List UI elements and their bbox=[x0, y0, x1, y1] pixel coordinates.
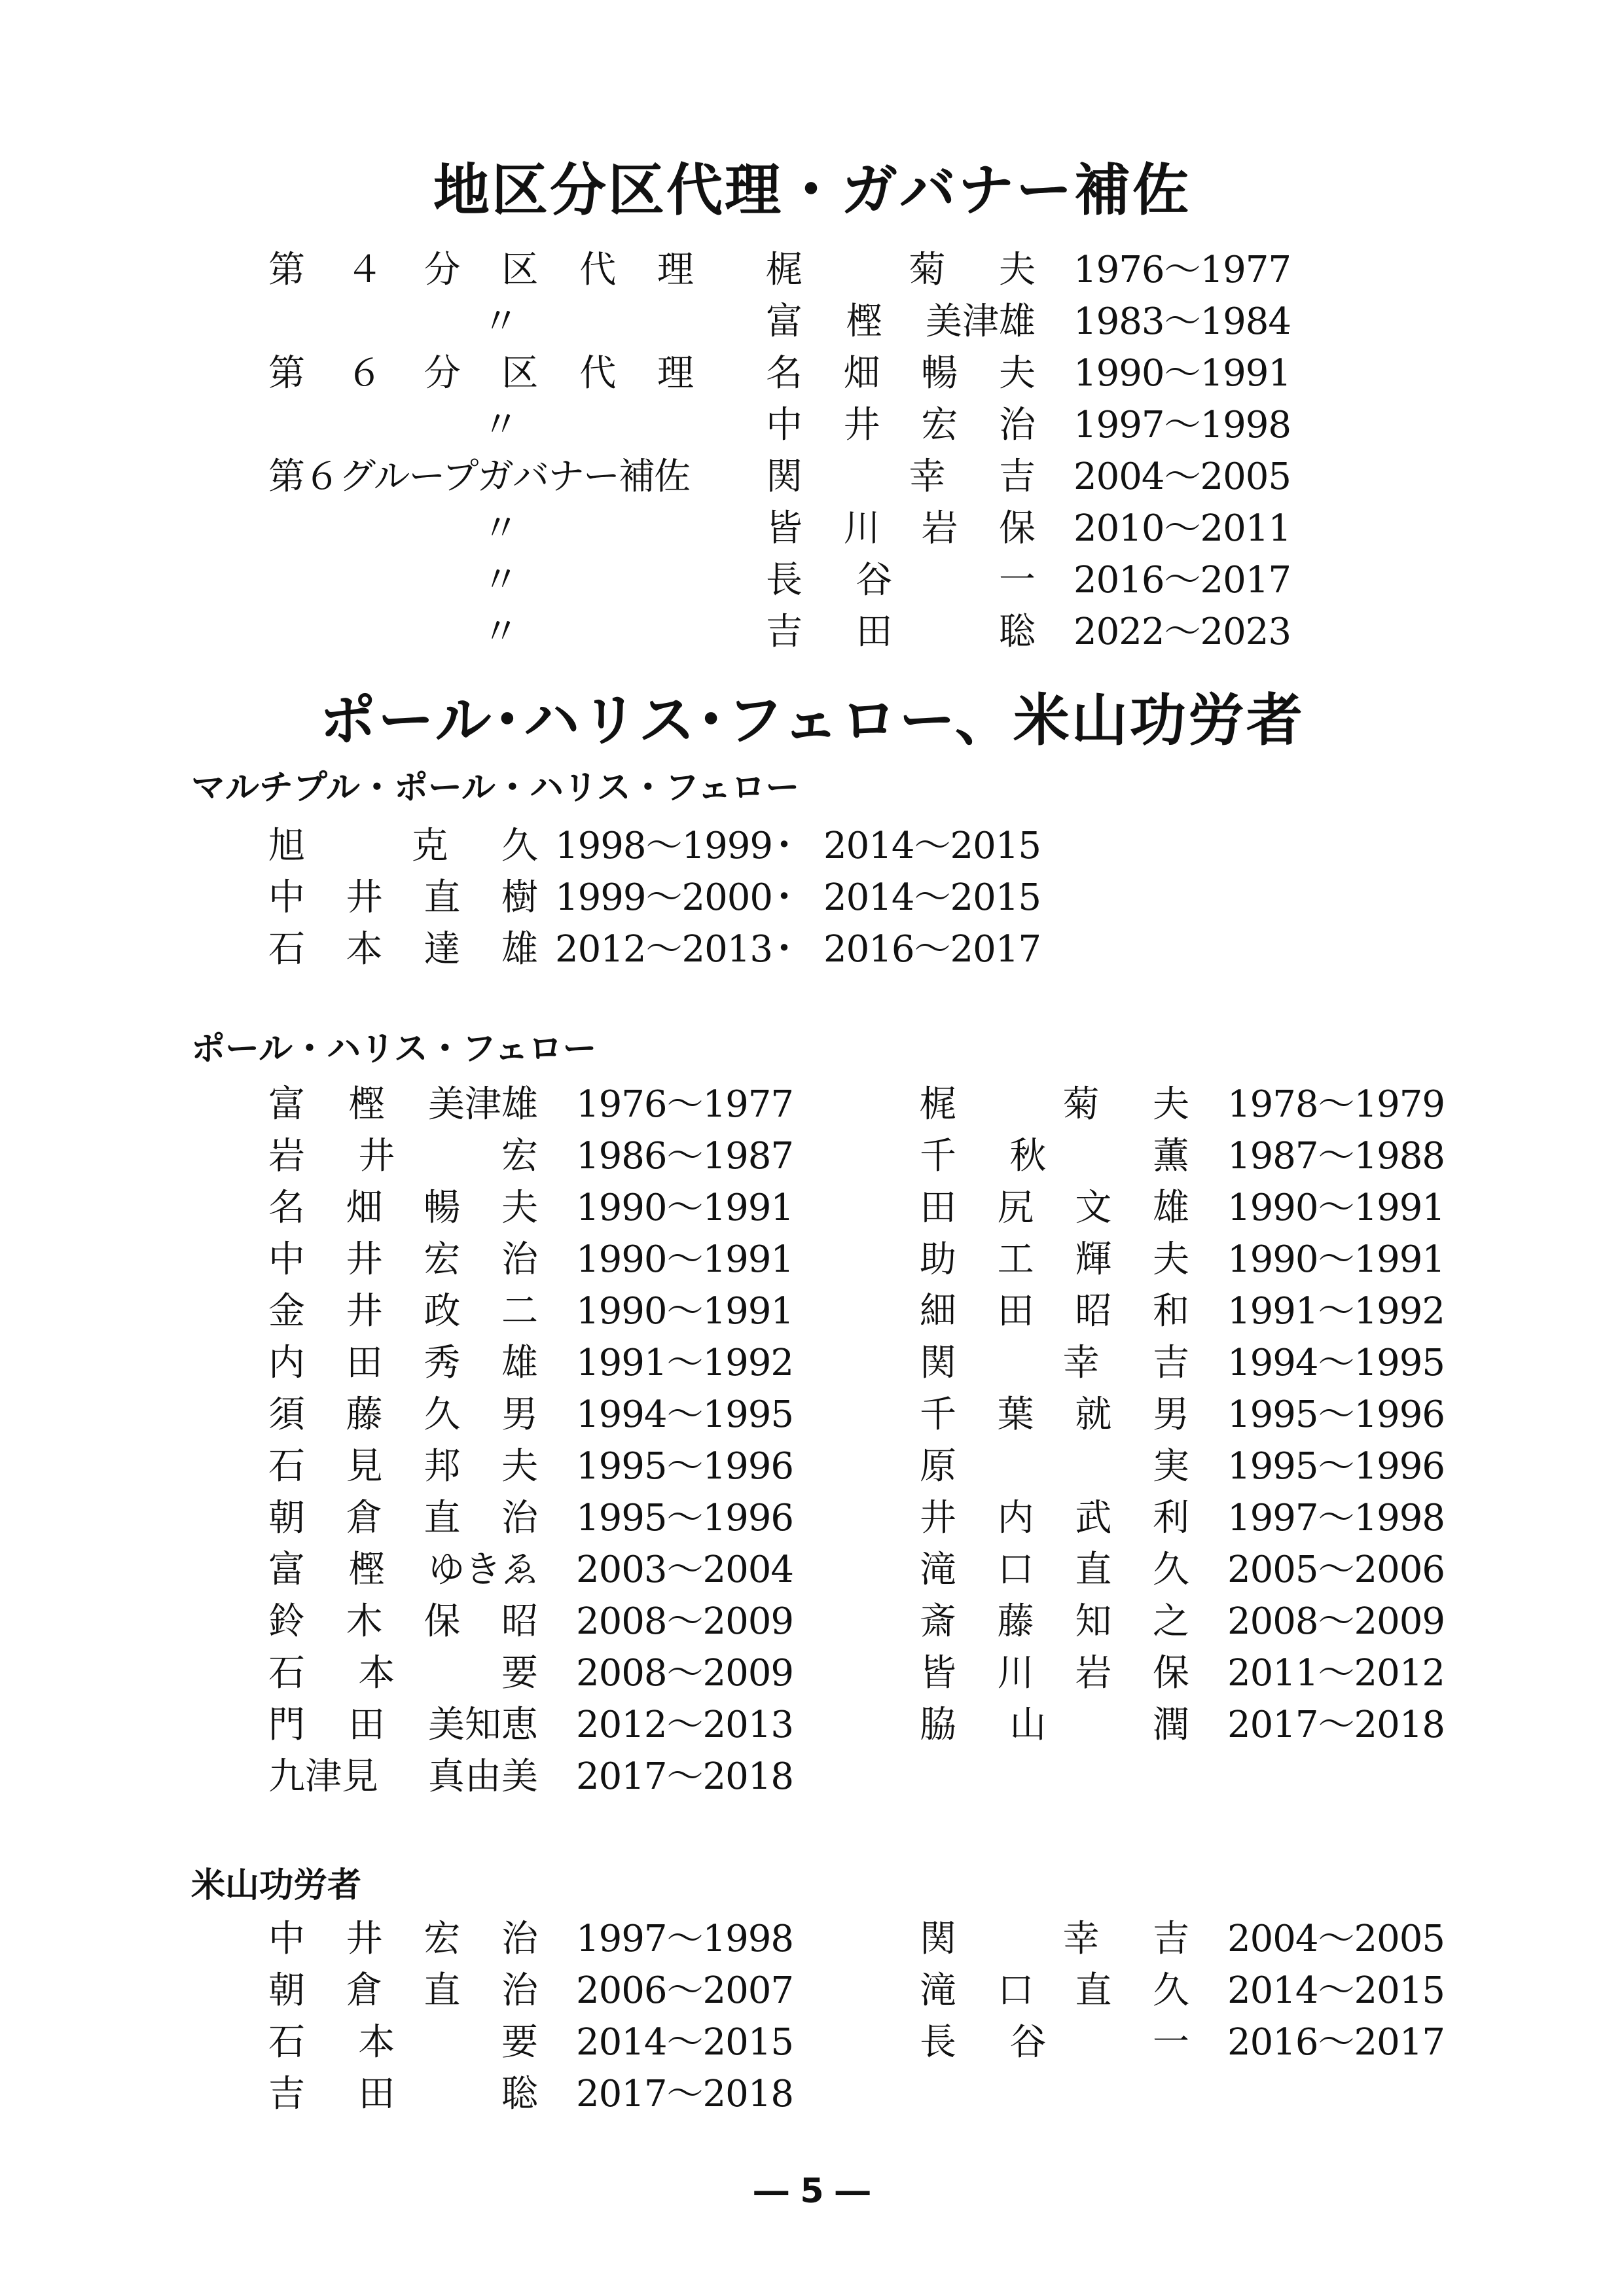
name-char: 吉 bbox=[1152, 1342, 1189, 1384]
years: 1991～1992 bbox=[576, 1342, 794, 1384]
section-title-phf-yoneyama: ポール･ハリス･フェロー、米山功労者 bbox=[319, 687, 1305, 753]
name-char: 政 bbox=[424, 1290, 461, 1333]
person-name bbox=[268, 1342, 538, 1384]
person-name bbox=[920, 1238, 1189, 1281]
name-char: 岩 bbox=[1075, 1652, 1112, 1695]
name-char: 暢 bbox=[921, 352, 958, 395]
name-char: 樫 bbox=[348, 1083, 385, 1126]
name-char: 雄 bbox=[1152, 1187, 1189, 1229]
years: 1995～1996 bbox=[576, 1497, 794, 1539]
years: 1994～1995 bbox=[1227, 1342, 1445, 1384]
person-name bbox=[268, 825, 538, 867]
name-char: 葉 bbox=[997, 1393, 1034, 1436]
person-name bbox=[920, 1704, 1189, 1746]
person-name bbox=[268, 2073, 538, 2115]
years: 2012～2013 bbox=[576, 1704, 794, 1746]
person-name bbox=[920, 1083, 1189, 1126]
years: 1991～1992 bbox=[1227, 1290, 1445, 1333]
name-char: 治 bbox=[501, 1238, 538, 1281]
name-char: 旭 bbox=[268, 825, 305, 867]
name-char: 斎 bbox=[920, 1600, 956, 1643]
separator-dot: ・ bbox=[766, 825, 803, 867]
person-name bbox=[766, 352, 1036, 395]
person-name bbox=[766, 611, 1036, 653]
name-char: 須 bbox=[268, 1393, 305, 1436]
name-char: 九津見 bbox=[268, 1755, 378, 1798]
name-char: 達 bbox=[424, 928, 461, 971]
name-char: 樹 bbox=[501, 876, 538, 919]
years: 2010～2011 bbox=[1074, 507, 1291, 550]
person-name bbox=[268, 1393, 538, 1436]
name-char: 秋 bbox=[1009, 1135, 1047, 1177]
years: 2016～2017 bbox=[1074, 559, 1291, 601]
name-char: 皆 bbox=[766, 507, 803, 550]
name-char: 男 bbox=[501, 1393, 538, 1436]
years: 1997～1998 bbox=[1074, 404, 1291, 446]
name-char: 川 bbox=[843, 507, 880, 550]
person-name bbox=[766, 456, 1036, 498]
name-char: 和 bbox=[1152, 1290, 1189, 1333]
name-char: 朝 bbox=[268, 1497, 305, 1539]
name-char: 内 bbox=[997, 1497, 1034, 1539]
person-name bbox=[268, 1600, 538, 1643]
years: 2011～2012 bbox=[1227, 1652, 1445, 1695]
name-char: 中 bbox=[766, 404, 803, 446]
name-char: 夫 bbox=[1152, 1083, 1189, 1126]
name-char: 樫 bbox=[348, 1549, 385, 1591]
heading-phf: ポール・ハリス・フェロー bbox=[191, 1030, 597, 1069]
name-char: 工 bbox=[997, 1238, 1034, 1281]
years: 1987～1988 bbox=[1227, 1135, 1445, 1177]
name-char: 脇 bbox=[920, 1704, 956, 1746]
name-char: ６ bbox=[346, 352, 383, 395]
name-char: 治 bbox=[998, 404, 1036, 446]
person-name bbox=[766, 507, 1036, 550]
person-name bbox=[766, 404, 1036, 446]
name-char: 千 bbox=[920, 1393, 956, 1436]
name-char: 井 bbox=[346, 1918, 383, 1960]
name-char: 関 bbox=[766, 456, 803, 498]
person-name bbox=[268, 1238, 538, 1281]
name-char: 幸 bbox=[1062, 1918, 1100, 1960]
name-char: 口 bbox=[997, 1549, 1034, 1591]
name-char: 倉 bbox=[346, 1497, 383, 1539]
name-char: 聡 bbox=[998, 611, 1036, 653]
name-char: 一 bbox=[998, 559, 1036, 601]
name-char: 中 bbox=[268, 1238, 305, 1281]
name-char: 保 bbox=[424, 1600, 461, 1643]
name-char: 井 bbox=[843, 404, 880, 446]
name-char: 本 bbox=[358, 2021, 395, 2064]
name-char: 久 bbox=[501, 825, 538, 867]
name-char: 吉 bbox=[998, 456, 1036, 498]
name-char: 克 bbox=[411, 825, 448, 867]
person-name bbox=[268, 928, 538, 971]
name-char: 薫 bbox=[1152, 1135, 1189, 1177]
name-char: 潤 bbox=[1152, 1704, 1189, 1746]
page-number: ― 5 ― bbox=[754, 2172, 870, 2211]
name-char: 宏 bbox=[921, 404, 958, 446]
person-name bbox=[268, 876, 538, 919]
years: 1995～1996 bbox=[576, 1445, 794, 1488]
role-title: 第６グループガバナー補佐 bbox=[268, 456, 689, 498]
name-char: 岩 bbox=[268, 1135, 305, 1177]
name-char: 岩 bbox=[921, 507, 958, 550]
person-name bbox=[268, 1652, 538, 1695]
name-char: 宏 bbox=[501, 1135, 538, 1177]
person-name bbox=[920, 1135, 1189, 1177]
name-char: 直 bbox=[424, 876, 461, 919]
person-name bbox=[268, 1918, 538, 1960]
name-char: 滝 bbox=[920, 1549, 956, 1591]
name-char: 邦 bbox=[424, 1445, 461, 1488]
person-name bbox=[268, 1445, 538, 1488]
name-char: 吉 bbox=[1152, 1918, 1189, 1960]
name-char: 実 bbox=[1153, 1445, 1189, 1488]
ditto-mark: 〃 bbox=[482, 611, 519, 653]
name-char: 知 bbox=[1075, 1600, 1112, 1643]
name-char: 夫 bbox=[998, 249, 1036, 291]
years: 2014～2015 bbox=[1227, 1969, 1445, 2012]
person-name bbox=[268, 1290, 538, 1333]
name-char: 男 bbox=[1152, 1393, 1189, 1436]
years: 2003～2004 bbox=[576, 1549, 794, 1591]
person-name bbox=[268, 1755, 538, 1798]
name-char: 代 bbox=[579, 249, 617, 291]
name-char: 名 bbox=[268, 1187, 305, 1229]
name-char: 第 bbox=[268, 249, 305, 291]
name-char: 久 bbox=[1152, 1549, 1189, 1591]
name-char: 田 bbox=[920, 1187, 956, 1229]
name-char: 要 bbox=[501, 1652, 538, 1695]
name-char: 輝 bbox=[1075, 1238, 1112, 1281]
person-name bbox=[920, 2021, 1189, 2064]
years: 2016～2017 bbox=[1227, 2021, 1445, 2064]
name-char: 金 bbox=[268, 1290, 305, 1333]
years: 2014～2015 bbox=[576, 2021, 794, 2064]
name-char: 保 bbox=[1152, 1652, 1189, 1695]
name-char: 田 bbox=[346, 1342, 383, 1384]
years: 1976～1977 bbox=[576, 1083, 794, 1126]
name-char: 畑 bbox=[843, 352, 880, 395]
years: 1997～1998 bbox=[1227, 1497, 1445, 1539]
ditto-mark: 〃 bbox=[482, 507, 519, 550]
name-char: 夫 bbox=[501, 1187, 538, 1229]
name-char: 石 bbox=[268, 928, 305, 971]
name-char: 之 bbox=[1152, 1600, 1189, 1643]
name-char: 千 bbox=[920, 1135, 956, 1177]
person-name bbox=[920, 1918, 1189, 1960]
name-char: 倉 bbox=[346, 1969, 383, 2012]
name-char: 治 bbox=[501, 1497, 538, 1539]
name-char: 関 bbox=[920, 1342, 956, 1384]
role-title bbox=[268, 249, 694, 291]
name-char: 真由美 bbox=[428, 1755, 538, 1798]
years-first: 2012～2013 bbox=[555, 928, 773, 971]
name-char: 代 bbox=[579, 352, 617, 395]
name-char: 富 bbox=[766, 300, 803, 343]
section-title-district: 地区分区代理・ガバナー補佐 bbox=[433, 157, 1191, 223]
name-char: 井 bbox=[346, 876, 383, 919]
years: 2017～2018 bbox=[1227, 1704, 1445, 1746]
person-name bbox=[920, 1652, 1189, 1695]
name-char: 石 bbox=[268, 1445, 305, 1488]
name-char: 谷 bbox=[856, 559, 893, 601]
years: 1995～1996 bbox=[1227, 1445, 1445, 1488]
years-second: 2014～2015 bbox=[823, 825, 1041, 867]
name-char: 田 bbox=[358, 2073, 395, 2115]
name-char: 就 bbox=[1075, 1393, 1112, 1436]
years: 1990～1991 bbox=[1227, 1187, 1445, 1229]
person-name bbox=[766, 249, 1036, 291]
name-char: 美津雄 bbox=[926, 300, 1036, 343]
name-char: 山 bbox=[1009, 1704, 1047, 1746]
name-char: 直 bbox=[424, 1969, 461, 2012]
name-char: 暢 bbox=[424, 1187, 461, 1229]
heading-yoneyama: 米山功労者 bbox=[191, 1866, 362, 1905]
person-name bbox=[766, 300, 1036, 343]
name-char: 夫 bbox=[1152, 1238, 1189, 1281]
name-char: 文 bbox=[1075, 1187, 1112, 1229]
name-char: 石 bbox=[268, 1652, 305, 1695]
name-char: 宏 bbox=[424, 1238, 461, 1281]
name-char: 理 bbox=[657, 352, 694, 395]
years: 1994～1995 bbox=[576, 1393, 794, 1436]
name-char: 直 bbox=[1075, 1969, 1112, 2012]
name-char: 朝 bbox=[268, 1969, 305, 2012]
name-char: 藤 bbox=[997, 1600, 1034, 1643]
person-name bbox=[920, 1342, 1189, 1384]
years: 1997～1998 bbox=[576, 1918, 794, 1960]
name-char: 鈴 bbox=[268, 1600, 305, 1643]
separator-dot: ・ bbox=[766, 876, 803, 919]
name-char: ゆきゑ bbox=[428, 1549, 538, 1591]
years: 1976～1977 bbox=[1074, 249, 1291, 291]
name-char: 直 bbox=[424, 1497, 461, 1539]
name-char: 口 bbox=[997, 1969, 1034, 2012]
person-name bbox=[920, 1600, 1189, 1643]
name-char: 分 bbox=[424, 352, 461, 395]
name-char: 梶 bbox=[920, 1083, 956, 1126]
separator-dot: ・ bbox=[766, 928, 803, 971]
name-char: 宏 bbox=[424, 1918, 461, 1960]
name-char: 田 bbox=[997, 1290, 1034, 1333]
person-name bbox=[920, 1393, 1189, 1436]
name-char: 木 bbox=[346, 1600, 383, 1643]
person-name bbox=[268, 1497, 538, 1539]
name-char: 内 bbox=[268, 1342, 305, 1384]
name-char: 田 bbox=[856, 611, 893, 653]
name-char: 分 bbox=[424, 249, 461, 291]
name-char: 井 bbox=[358, 1135, 395, 1177]
years: 1990～1991 bbox=[576, 1238, 794, 1281]
name-char: 井 bbox=[346, 1290, 383, 1333]
years: 2017～2018 bbox=[576, 1755, 794, 1798]
person-name bbox=[920, 1497, 1189, 1539]
name-char: 樫 bbox=[846, 300, 882, 343]
name-char: 聡 bbox=[501, 2073, 538, 2115]
person-name bbox=[268, 1704, 538, 1746]
name-char: 本 bbox=[346, 928, 383, 971]
name-char: 滝 bbox=[920, 1969, 956, 2012]
name-char: 幸 bbox=[909, 456, 946, 498]
person-name bbox=[766, 559, 1036, 601]
name-char: 見 bbox=[346, 1445, 383, 1488]
years-second: 2016～2017 bbox=[823, 928, 1041, 971]
years: 2006～2007 bbox=[576, 1969, 794, 2012]
name-char: 二 bbox=[501, 1290, 538, 1333]
ditto-mark: 〃 bbox=[482, 559, 519, 601]
name-char: 利 bbox=[1152, 1497, 1189, 1539]
years: 2017～2018 bbox=[576, 2073, 794, 2115]
years-first: 1999～2000 bbox=[555, 876, 773, 919]
name-char: 井 bbox=[346, 1238, 383, 1281]
name-char: 夫 bbox=[998, 352, 1036, 395]
name-char: 雄 bbox=[501, 928, 538, 971]
name-char: 昭 bbox=[1075, 1290, 1112, 1333]
person-name bbox=[920, 1549, 1189, 1591]
heading-multiple-phf: マルチプル・ポール・ハリス・フェロー bbox=[191, 768, 800, 808]
name-char: 富 bbox=[268, 1549, 305, 1591]
name-char: 昭 bbox=[501, 1600, 538, 1643]
years: 1995～1996 bbox=[1227, 1393, 1445, 1436]
name-char: 幸 bbox=[1062, 1342, 1100, 1384]
person-name bbox=[920, 1969, 1189, 2012]
name-char: 助 bbox=[920, 1238, 956, 1281]
name-char: 夫 bbox=[501, 1445, 538, 1488]
years: 2022～2023 bbox=[1074, 611, 1291, 653]
name-char: 美津雄 bbox=[428, 1083, 538, 1126]
name-char: 要 bbox=[501, 2021, 538, 2064]
name-char: 久 bbox=[424, 1393, 461, 1436]
person-name bbox=[920, 1290, 1189, 1333]
name-char: 雄 bbox=[501, 1342, 538, 1384]
name-char: 田 bbox=[348, 1704, 385, 1746]
name-char: 富 bbox=[268, 1083, 305, 1126]
years: 1990～1991 bbox=[576, 1290, 794, 1333]
years: 1978～1979 bbox=[1227, 1083, 1445, 1126]
person-name bbox=[268, 1969, 538, 2012]
person-name bbox=[268, 2021, 538, 2064]
years: 2004～2005 bbox=[1227, 1918, 1445, 1960]
name-char: 武 bbox=[1075, 1497, 1112, 1539]
name-char: 長 bbox=[766, 559, 803, 601]
name-char: ４ bbox=[346, 249, 383, 291]
name-char: 皆 bbox=[920, 1652, 956, 1695]
years: 2008～2009 bbox=[576, 1600, 794, 1643]
years: 1990～1991 bbox=[1227, 1238, 1445, 1281]
person-name bbox=[268, 1187, 538, 1229]
name-char: 菊 bbox=[1062, 1083, 1100, 1126]
years: 2004～2005 bbox=[1074, 456, 1291, 498]
name-char: 細 bbox=[920, 1290, 956, 1333]
name-char: 中 bbox=[268, 1918, 305, 1960]
name-char: 谷 bbox=[1009, 2021, 1047, 2064]
name-char: 関 bbox=[920, 1918, 956, 1960]
name-char: 畑 bbox=[346, 1187, 383, 1229]
years: 2008～2009 bbox=[1227, 1600, 1445, 1643]
person-name bbox=[268, 1135, 538, 1177]
years: 1990～1991 bbox=[576, 1187, 794, 1229]
person-name bbox=[920, 1187, 1189, 1229]
name-char: 門 bbox=[268, 1704, 305, 1746]
name-char: 菊 bbox=[909, 249, 946, 291]
ditto-mark: 〃 bbox=[482, 404, 519, 446]
name-char: 第 bbox=[268, 352, 305, 395]
years: 2008～2009 bbox=[576, 1652, 794, 1695]
name-char: 原 bbox=[920, 1445, 956, 1488]
years-first: 1998～1999 bbox=[555, 825, 773, 867]
role-title bbox=[268, 352, 694, 395]
years: 1986～1987 bbox=[576, 1135, 794, 1177]
name-char: 本 bbox=[358, 1652, 395, 1695]
name-char: 一 bbox=[1152, 2021, 1189, 2064]
name-char: 直 bbox=[1075, 1549, 1112, 1591]
name-char: 石 bbox=[268, 2021, 305, 2064]
name-char: 理 bbox=[657, 249, 694, 291]
name-char: 吉 bbox=[268, 2073, 305, 2115]
name-char: 尻 bbox=[997, 1187, 1034, 1229]
name-char: 中 bbox=[268, 876, 305, 919]
name-char: 長 bbox=[920, 2021, 956, 2064]
person-name bbox=[920, 1445, 1189, 1488]
years: 1990～1991 bbox=[1074, 352, 1291, 395]
years: 1983～1984 bbox=[1074, 300, 1291, 343]
ditto-mark: 〃 bbox=[482, 300, 519, 343]
name-char: 藤 bbox=[346, 1393, 383, 1436]
name-char: 区 bbox=[501, 352, 539, 395]
person-name bbox=[268, 1083, 538, 1126]
years: 2005～2006 bbox=[1227, 1549, 1445, 1591]
name-char: 治 bbox=[501, 1969, 538, 2012]
name-char: 川 bbox=[997, 1652, 1034, 1695]
name-char: 梶 bbox=[766, 249, 803, 291]
name-char: 保 bbox=[998, 507, 1036, 550]
name-char: 名 bbox=[766, 352, 803, 395]
name-char: 久 bbox=[1152, 1969, 1189, 2012]
name-char: 吉 bbox=[766, 611, 803, 653]
name-char: 治 bbox=[501, 1918, 538, 1960]
person-name bbox=[268, 1549, 538, 1591]
name-char: 井 bbox=[920, 1497, 956, 1539]
name-char: 秀 bbox=[424, 1342, 461, 1384]
name-char: 美知恵 bbox=[428, 1704, 538, 1746]
years-second: 2014～2015 bbox=[823, 876, 1041, 919]
name-char: 区 bbox=[501, 249, 539, 291]
